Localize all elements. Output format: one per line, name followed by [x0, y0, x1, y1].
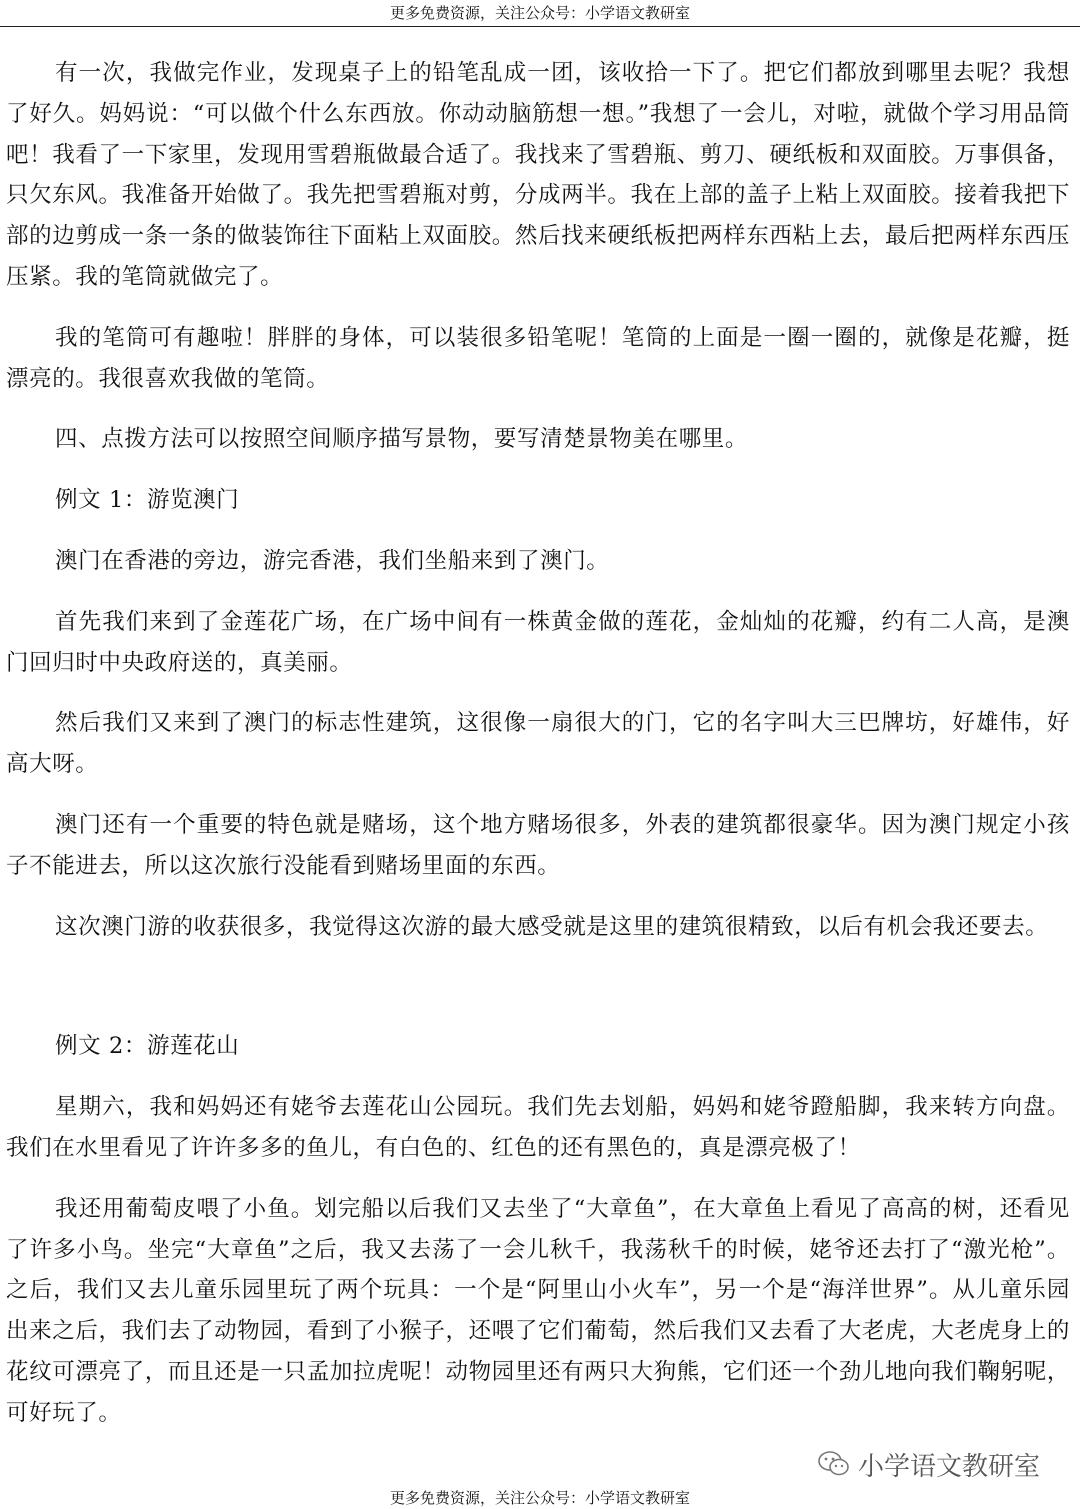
blank-space: [6, 967, 1070, 1026]
page-footer: 更多免费资源，关注公众号：小学语文教研室: [389, 1489, 690, 1507]
paragraph: 星期六，我和妈妈还有姥爷去莲花山公园玩。我们先去划船，妈妈和姥爷蹬船脚，我来转方向盘。我们在水里看见了许许多多的鱼儿，有白色的、红色的还有黑色的，真是漂亮极了！: [6, 1094, 1070, 1161]
wechat-watermark: [818, 1444, 1040, 1484]
paragraph: 这次澳门游的收获很多，我觉得这次游的最大感受就是这里的建筑很精致，以后有机会我还要去。: [55, 913, 1049, 940]
paragraph: 澳门还有一个重要的特色就是赌场，这个地方赌场很多，外表的建筑都很豪华。因为澳门规定小孩子不能进去，所以这次旅行没能看到赌场里面的东西。: [6, 811, 1070, 879]
page-header: 更多免费资源，关注公众号：小学语文教研室: [0, 0, 1080, 27]
example-title: 例文 2：游莲花山: [55, 1033, 240, 1060]
example-title: 例文 1：游览澳门: [55, 487, 240, 514]
paragraph: 澳门在香港的旁边，游完香港，我们坐船来到了澳门。: [55, 547, 610, 574]
paragraph: 然后我们又来到了澳门的标志性建筑，这很像一扇很大的门，它的名字叫大三巴牌坊，好雄伟，好高大呀。: [6, 710, 1070, 778]
paragraph: 有一次，我做完作业，发现桌子上的铅笔乱成一团，该收拾一下了。把它们都放到哪里去呢？我想了好久。妈妈说：“可以做个什么东西放。你动动脑筋想一想。”我想了一会儿，对啦，就做个学习用品筒吧！我看了一下家里，发现用雪碧瓶做最合适了。我找来了雪碧瓶、剪刀、硬纸板和双面胶。万事俱备，只欠东风。我准备开始做了。我先把雪碧瓶对剪，分成两半。我在上部的盖子上粘上双面胶。接着我把下部的边剪成一条一条的做装饰往下面粘上双面胶。然后找来硬纸板把两样东西粘上去，最后把两样东西压压紧。我的笔筒就做完了。: [6, 60, 1070, 290]
wechat-icon: [818, 1450, 850, 1478]
paragraph: 我的笔筒可有趣啦！胖胖的身体，可以装很多铅笔呢！笔筒的上面是一圈一圈的，就像是花瓣，挺漂亮的。我很喜欢我做的笔筒。: [6, 324, 1070, 392]
paragraph: 我还用葡萄皮喂了小鱼。划完船以后我们又去坐了“大章鱼”，在大章鱼上看见了高高的树，还看见了许多小鸟。坐完“大章鱼”之后，我又去荡了一会儿秋千，我荡秋千的时候，姥爷还去打了“激光枪”。之后，我们又去儿童乐园里玩了两个玩具：一个是“阿里山小火车”，另一个是“海洋世界”。从儿童乐园出来之后，我们去了动物园，看到了小猴子，还喂了它们葡萄，然后我们又去看了大老虎，大老虎身上的花纹可漂亮了，而且还是一只孟加拉虎呢！动物园里还有两只大狗熊，它们还一个劲儿地向我们鞠躬呢，可好玩了。: [6, 1195, 1070, 1426]
document-body: [6, 53, 1070, 1454]
paragraph: 首先我们来到了金莲花广场，在广场中间有一株黄金做的莲花，金灿灿的花瓣，约有二人高，是澳门回归时中央政府送的，真美丽。: [6, 608, 1070, 676]
section-heading: 四、点拨方法可以按照空间顺序描写景物，要写清楚景物美在哪里。: [55, 426, 749, 453]
watermark-text: 小学语文教研室: [858, 1451, 1041, 1482]
